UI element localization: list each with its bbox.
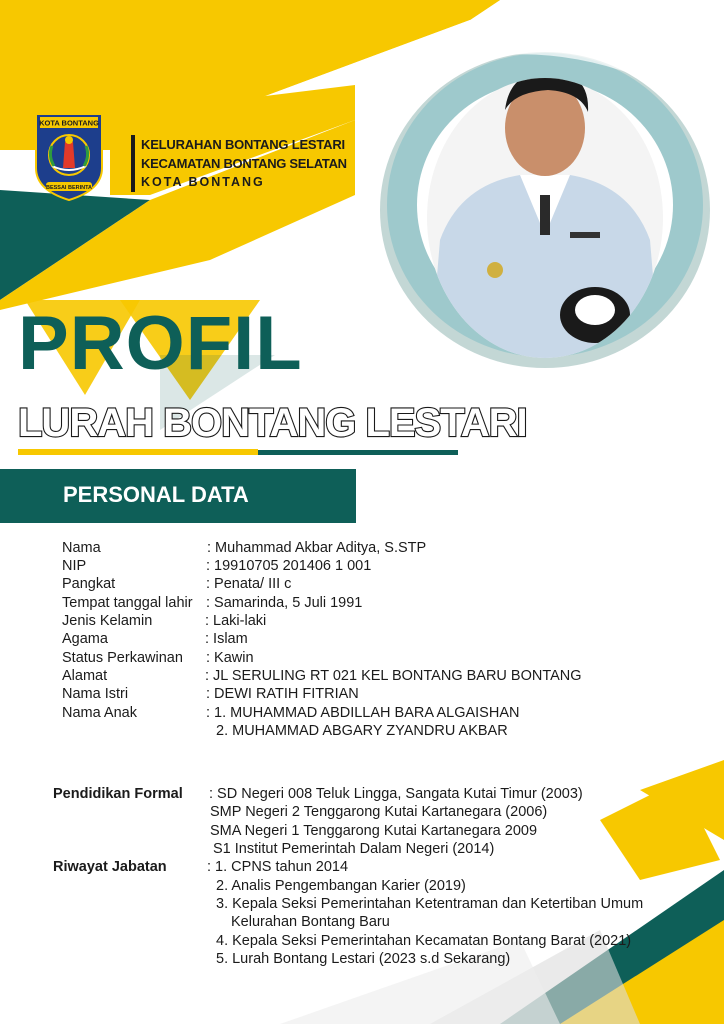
career-item: Kelurahan Bontang Baru bbox=[231, 914, 390, 930]
field-value: : Muhammad Akbar Aditya, S.STP bbox=[207, 540, 427, 556]
field-label: Alamat bbox=[62, 668, 108, 684]
field-value: : Samarinda, 5 Juli 1991 bbox=[206, 595, 363, 611]
field-value: : Islam bbox=[205, 631, 248, 647]
career-item: 5. Lurah Bontang Lestari (2023 s.d Sekarang) bbox=[216, 951, 511, 967]
career-label: Riwayat Jabatan bbox=[53, 859, 167, 875]
logo-bottom-text: BESSAI BERINTA bbox=[45, 185, 93, 191]
logo-top-text: KOTA BONTANG bbox=[39, 118, 99, 128]
field-value: : JL SERULING RT 021 KEL BONTANG BARU BONTANG bbox=[205, 668, 582, 684]
field-label: Status Perkawinan bbox=[62, 650, 183, 666]
field-value: : Kawin bbox=[206, 650, 254, 666]
field-label: Nama Istri bbox=[62, 686, 129, 702]
field-value: 2. MUHAMMAD ABGARY ZYANDRU AKBAR bbox=[216, 723, 508, 739]
field-value: : Laki-laki bbox=[205, 613, 267, 629]
education-item: S1 Institut Pemerintah Dalam Negeri (2014) bbox=[213, 841, 495, 857]
institution-header bbox=[131, 135, 347, 192]
career-item: 3. Kepala Seksi Pemerintahan Ketentraman dan Ketertiban Umum bbox=[216, 896, 644, 912]
field-value: : DEWI RATIH FITRIAN bbox=[206, 686, 359, 702]
education-item: SMP Negeri 2 Tenggarong Kutai Kartanegara (2006) bbox=[210, 804, 548, 820]
title-underline-teal bbox=[258, 450, 458, 455]
header-line-2: KECAMATAN BONTANG SELATAN bbox=[141, 156, 347, 171]
field-label: Nama Anak bbox=[62, 705, 137, 721]
page-title: PROFIL bbox=[18, 301, 303, 386]
field-label: Nama bbox=[62, 540, 101, 556]
career-item: : 1. CPNS tahun 2014 bbox=[207, 859, 349, 875]
personal-data-heading: PERSONAL DATA bbox=[63, 482, 249, 507]
education-item: SMA Negeri 1 Tenggarong Kutai Kartanegara 2009 bbox=[210, 823, 538, 839]
field-value: : 1. MUHAMMAD ABDILLAH BARA ALGAISHAN bbox=[206, 705, 520, 721]
career-item: 4. Kepala Seksi Pemerintahan Kecamatan Bontang Barat (2021) bbox=[216, 933, 632, 949]
field-label: Pangkat bbox=[62, 576, 116, 592]
title-underline-yellow bbox=[18, 449, 258, 455]
header-line-3: KOTA BONTANG bbox=[141, 175, 265, 189]
kota-bontang-logo-icon bbox=[30, 110, 108, 202]
field-label: Agama bbox=[62, 631, 108, 647]
page-subtitle: LURAH BONTANG LESTARI bbox=[18, 401, 527, 445]
header-line-1: KELURAHAN BONTANG LESTARI bbox=[141, 137, 345, 152]
field-label: Jenis Kelamin bbox=[62, 613, 153, 629]
education-label: Pendidikan Formal bbox=[53, 786, 183, 802]
field-label: Tempat tanggal lahir bbox=[62, 595, 193, 611]
education-item: : SD Negeri 008 Teluk Lingga, Sangata Kutai Timur (2003) bbox=[209, 786, 583, 802]
field-value: : 19910705 201406 1 001 bbox=[206, 558, 372, 574]
field-value: : Penata/ III c bbox=[206, 576, 292, 592]
field-label: NIP bbox=[62, 558, 87, 574]
career-item: 2. Analis Pengembangan Karier (2019) bbox=[216, 878, 466, 894]
